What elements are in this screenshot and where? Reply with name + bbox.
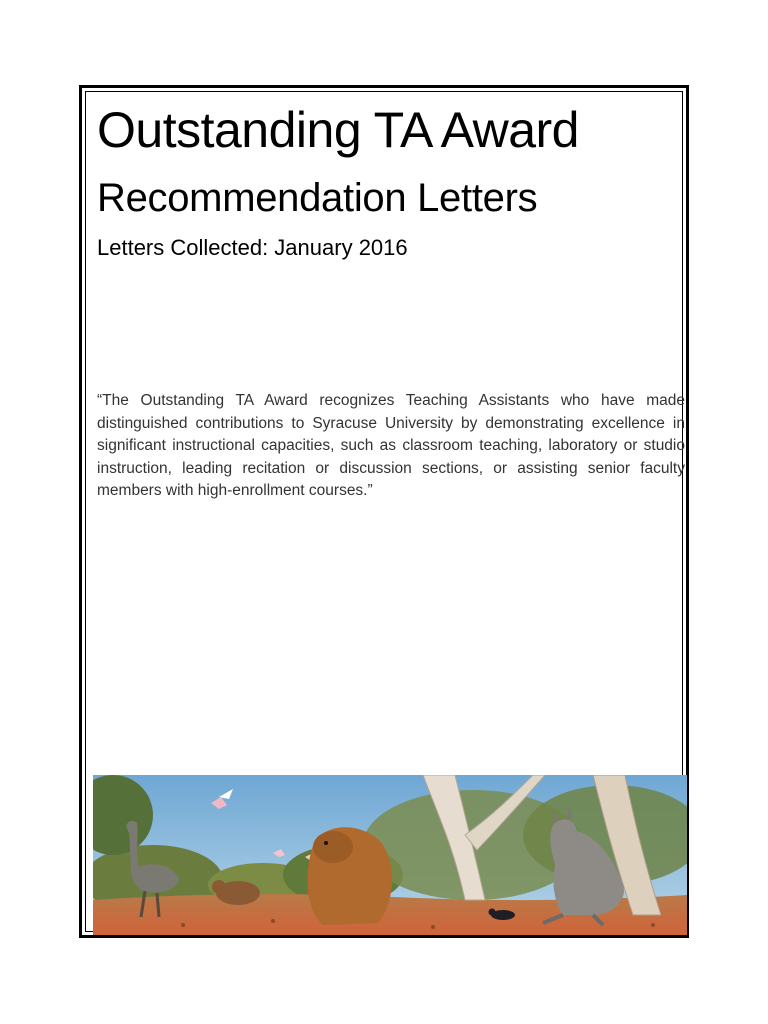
document-title-secondary: Recommendation Letters — [97, 176, 538, 220]
collection-date: Letters Collected: January 2016 — [97, 235, 408, 260]
page-border — [79, 85, 689, 938]
leaf-litter — [431, 925, 435, 929]
award-description-quote: “The Outstanding TA Award recognizes Teaching Assistants who have made distinguished contributions to Syracuse University by demonstrating excellence in significant instructional capacities, such as classroom teaching, laboratory or studio instruction, leading recitation or discussion sections, or assisting senior faculty members with high-enrollment courses.” — [97, 392, 685, 499]
leaf-litter — [181, 923, 185, 927]
document-title: Outstanding TA Award — [97, 102, 579, 158]
outback-animals-illustration — [93, 775, 687, 935]
giant-wombat-head — [313, 831, 353, 863]
giant-wombat-eye — [324, 841, 328, 845]
page-border-inner — [85, 91, 683, 932]
leaf-litter — [651, 923, 655, 927]
small-marsupial-head — [212, 880, 226, 894]
leaf-litter — [271, 919, 275, 923]
ground-bird-head — [489, 909, 496, 916]
